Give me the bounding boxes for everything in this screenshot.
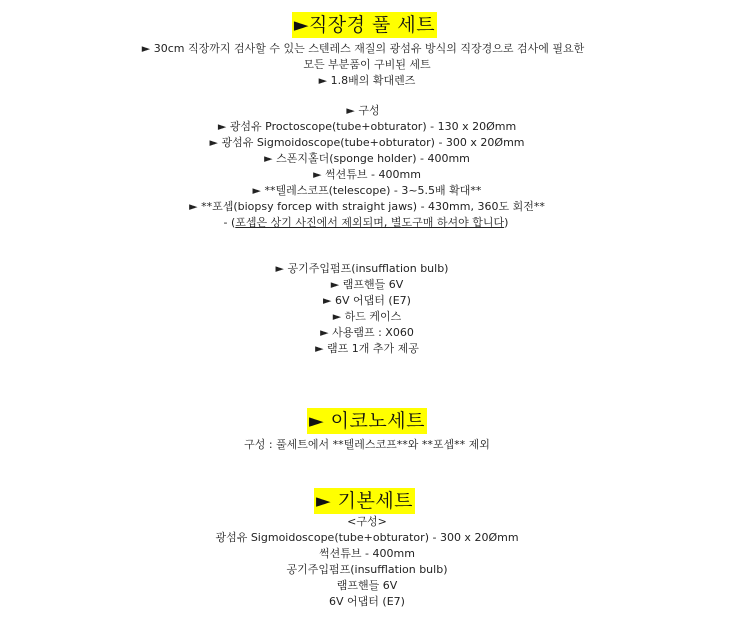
full-set-title: ►직장경 풀 세트 — [293, 14, 436, 36]
component-item: ► **텔레스코프(telescope) - 3~5.5배 확대** — [252, 184, 482, 197]
basic-set-section — [0, 488, 734, 610]
basic-set-title: ► 기본세트 — [315, 490, 414, 512]
basic-header: <구성> — [347, 515, 387, 528]
extra-item: ► 하드 케이스 — [332, 310, 402, 323]
intro-line: 모든 부분품이 구비된 세트 — [303, 58, 431, 71]
note-underlined: 포셉은 상기 사진에서 제외되며, 별도구매 하셔야 합니다 — [235, 216, 505, 229]
extra-item: ► 공기주입펌프(insufflation bulb) — [275, 262, 449, 275]
extra-item: ► 램프 1개 추가 제공 — [315, 342, 419, 355]
component-item: ► 스폰지홀더(sponge holder) - 400mm — [264, 152, 470, 165]
extra-item: ► 6V 어댑터 (E7) — [323, 294, 411, 307]
components-header: ► 구성 — [346, 104, 380, 117]
component-item: ► 광섬유 Proctoscope(tube+obturator) - 130 x 20Ømm — [217, 120, 517, 133]
basic-item: 공기주입펌프(insufflation bulb) — [286, 563, 448, 576]
basic-item: 6V 어댑터 (E7) — [329, 595, 405, 608]
intro-line: ► 30cm 직장까지 검사할 수 있는 스텐레스 재질의 광섬유 방식의 직장경으로 검사에 필요한 — [141, 42, 585, 55]
econo-desc: 구성 : 풀세트에서 **텔레스코프**와 **포셉** 제외 — [244, 438, 490, 451]
extra-item: ► 램프핸들 6V — [330, 278, 404, 291]
econo-set-title: ► 이코노세트 — [309, 410, 425, 432]
note-suffix: ) — [504, 216, 509, 229]
forceps-note — [0, 215, 734, 231]
component-item: ► **포셉(biopsy forcep with straight jaws) - 430mm, 360도 회전** — [189, 200, 545, 213]
basic-item: 썩션튜브 - 400mm — [319, 547, 415, 560]
component-item: ► 썩션튜브 - 400mm — [313, 168, 421, 181]
basic-item: 램프핸들 6V — [336, 579, 398, 592]
basic-item: 광섬유 Sigmoidoscope(tube+obturator) - 300 x 20Ømm — [215, 531, 519, 544]
component-item: ► 광섬유 Sigmoidoscope(tube+obturator) - 300 x 20Ømm — [209, 136, 525, 149]
note-prefix: - ( — [223, 216, 236, 229]
intro-line: ► 1.8배의 확대렌즈 — [318, 74, 416, 87]
extra-item: ► 사용램프 : X060 — [320, 326, 414, 339]
econo-set-section — [0, 408, 734, 453]
